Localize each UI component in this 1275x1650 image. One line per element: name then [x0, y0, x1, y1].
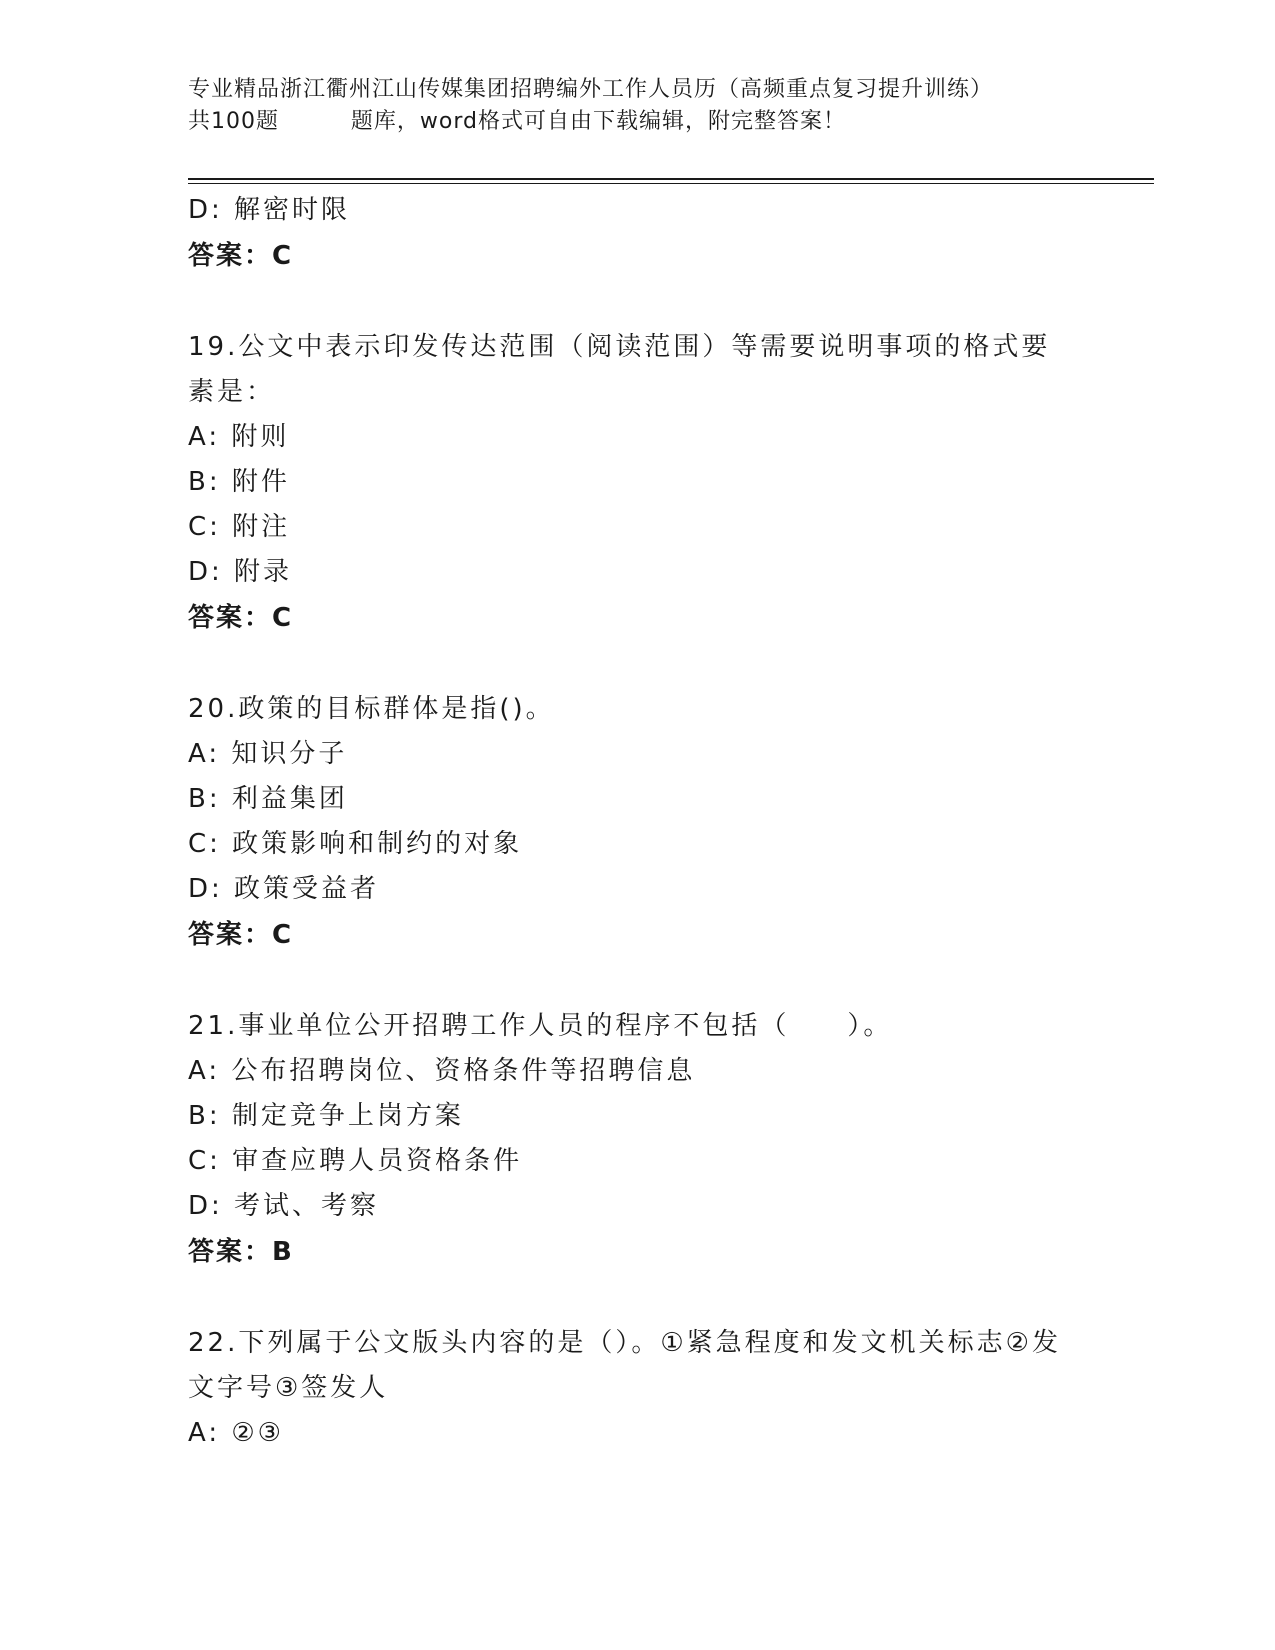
question-list [188, 188, 1088, 1456]
option-c: C: 附注 [188, 512, 291, 542]
question-21 [188, 1004, 1088, 1276]
option-b: B: 利益集团 [188, 784, 348, 814]
header-subtitle: 共100题 题库，word格式可自由下载编辑，附完整答案！ [188, 109, 847, 134]
question-stem: 19.公文中表示印发传达范围（阅读范围）等需要说明事项的格式要素是： [188, 332, 1051, 407]
answer-line: 答案：C [188, 241, 294, 271]
option-c: C: 政策影响和制约的对象 [188, 829, 523, 859]
option-a: A: ②③ [188, 1418, 284, 1448]
option-a: A: 公布招聘岗位、资格条件等招聘信息 [188, 1056, 696, 1086]
option-d: D: 政策受益者 [188, 874, 380, 904]
question-20 [188, 687, 1088, 959]
answer-line: 答案：B [188, 1237, 294, 1267]
option-b: B: 附件 [188, 467, 290, 497]
question-19 [188, 325, 1088, 642]
answer-line: 答案：C [188, 603, 294, 633]
page-header [188, 74, 1088, 138]
option-c: C: 审查应聘人员资格条件 [188, 1146, 523, 1176]
answer-line: 答案：C [188, 920, 294, 950]
header-divider-thin [188, 183, 1154, 184]
option-d: D: 解密时限 [188, 195, 351, 225]
question-stem: 20.政策的目标群体是指()。 [188, 694, 555, 724]
previous-question-tail [188, 188, 1088, 280]
option-d: D: 考试、考察 [188, 1191, 380, 1221]
option-b: B: 制定竞争上岗方案 [188, 1101, 464, 1131]
header-title: 专业精品浙江衢州江山传媒集团招聘编外工作人员历（高频重点复习提升训练） [188, 77, 994, 102]
question-22 [188, 1321, 1088, 1456]
question-stem: 22.下列属于公文版头内容的是（）。①紧急程度和发文机关标志②发文字号③签发人 [188, 1328, 1061, 1403]
option-d: D: 附录 [188, 557, 293, 587]
option-a: A: 知识分子 [188, 739, 348, 769]
question-stem: 21.事业单位公开招聘工作人员的程序不包括（ ）。 [188, 1011, 893, 1041]
option-a: A: 附则 [188, 422, 290, 452]
header-divider [188, 178, 1154, 180]
